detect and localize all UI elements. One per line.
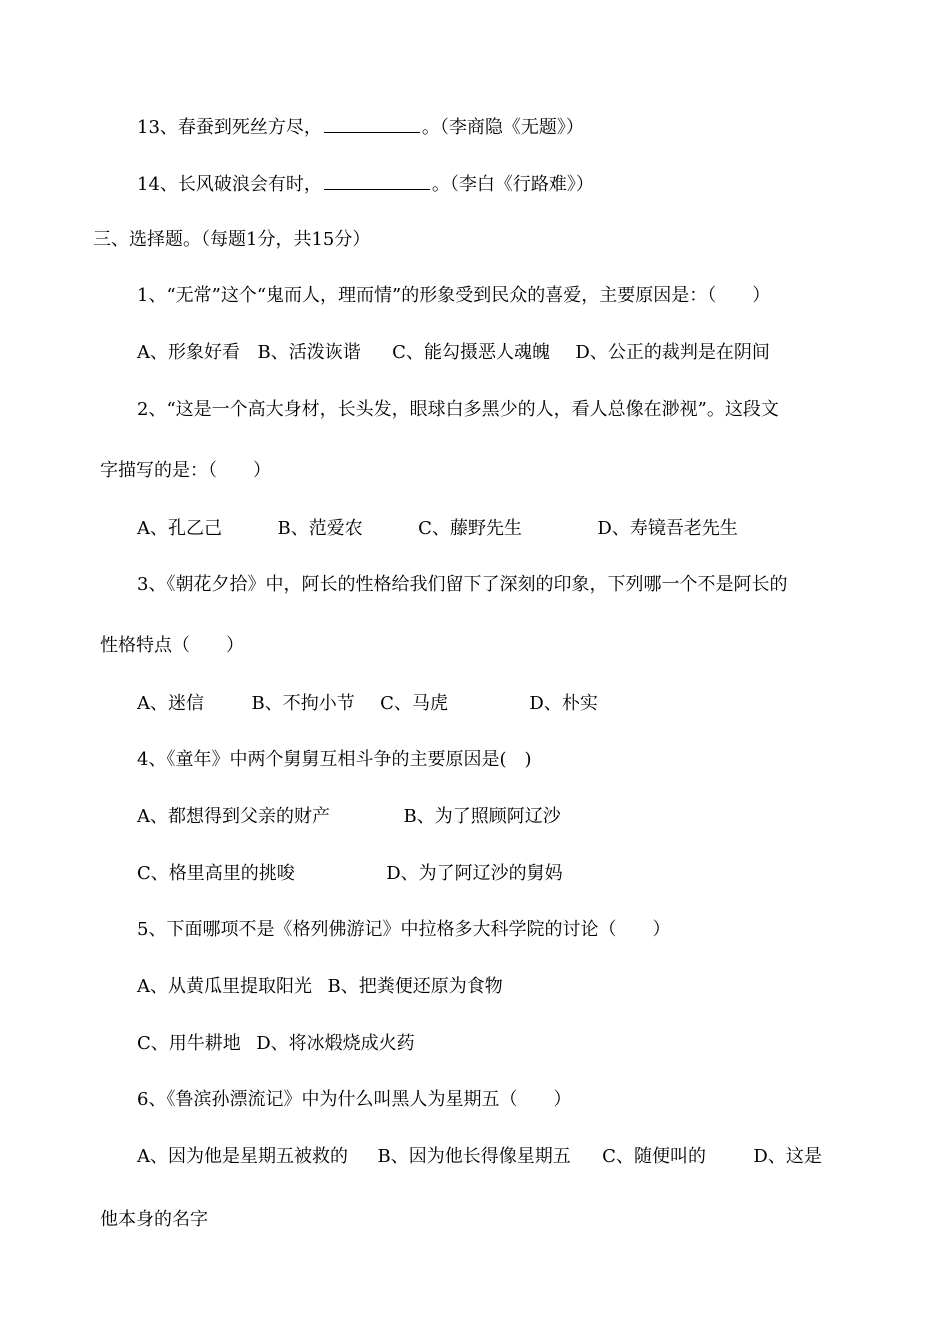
question-4-options-row2 (137, 862, 563, 886)
question-3-options (137, 692, 598, 716)
question-6-stem: 6、《鲁滨孙漂流记》中为什么叫黑人为星期五（ ） (137, 1089, 572, 1110)
question-4-options-row1 (137, 805, 561, 829)
option-d[interactable]: D、这是 (753, 1146, 822, 1167)
question-1-stem: 1、“无常”这个“鬼而人，理而情”的形象受到民众的喜爱，主要原因是：（ ） (137, 285, 771, 306)
option-b[interactable]: B、把粪便还原为食物 (327, 976, 503, 997)
option-d[interactable]: D、朴实 (529, 693, 598, 714)
option-b[interactable]: B、活泼诙谐 (257, 342, 361, 363)
question-5-options-row2 (137, 1032, 415, 1056)
option-a[interactable]: A、从黄瓜里提取阳光 (137, 976, 312, 997)
option-c[interactable]: C、马虎 (380, 693, 448, 714)
question-6-options (137, 1145, 822, 1169)
question-5-options-row1 (137, 975, 503, 999)
option-d[interactable]: D、将冰煅烧成火药 (256, 1033, 415, 1054)
option-b[interactable]: B、不拘小节 (251, 693, 355, 714)
question-3-stem-line2: 性格特点（ ） (100, 635, 244, 656)
option-c[interactable]: C、藤野先生 (418, 518, 522, 539)
fill-in-14-after: 。（李白《行路难》） (431, 174, 594, 195)
question-6-option-d-continuation: 他本身的名字 (100, 1209, 208, 1230)
option-a[interactable]: A、因为他是星期五被救的 (137, 1146, 348, 1167)
question-2-stem-line1: 2、“这是一个高大身材，长头发，眼球白多黑少的人，看人总像在渺视”。这段文 (137, 399, 779, 420)
fill-in-14-blank[interactable] (324, 171, 430, 190)
fill-in-13-before: 13、春蚕到死丝方尽， (137, 117, 322, 138)
option-d[interactable]: D、公正的裁判是在阴间 (575, 342, 770, 363)
question-4-stem: 4、《童年》中两个舅舅互相斗争的主要原因是( ) (137, 749, 532, 770)
question-5-stem: 5、下面哪项不是《格列佛游记》中拉格多大科学院的讨论（ ） (137, 919, 671, 940)
fill-in-13 (137, 114, 584, 140)
option-c[interactable]: C、能勾摄恶人魂魄 (392, 342, 550, 363)
option-c[interactable]: C、随便叫的 (602, 1146, 706, 1167)
option-c[interactable]: C、用牛耕地 (137, 1033, 241, 1054)
section-title: 三、选择题。（每题1分，共15分） (93, 229, 371, 250)
fill-in-14 (137, 171, 594, 197)
fill-in-13-after: 。（李商隐《无题》） (421, 117, 584, 138)
option-b[interactable]: B、范爱农 (277, 518, 363, 539)
option-b[interactable]: B、因为他长得像星期五 (377, 1146, 571, 1167)
question-2-stem-line2: 字描写的是：（ ） (100, 460, 271, 481)
question-1-options (137, 341, 770, 365)
fill-in-14-before: 14、长风破浪会有时， (137, 174, 322, 195)
option-a[interactable]: A、迷信 (137, 693, 204, 714)
option-d[interactable]: D、寿镜吾老先生 (597, 518, 738, 539)
option-b[interactable]: B、为了照顾阿辽沙 (403, 806, 561, 827)
option-c[interactable]: C、格里高里的挑唆 (137, 863, 295, 884)
option-a[interactable]: A、孔乙己 (137, 518, 222, 539)
option-a[interactable]: A、形象好看 (137, 342, 240, 363)
question-2-options (137, 517, 738, 541)
question-3-stem-line1: 3、《朝花夕拾》中，阿长的性格给我们留下了深刻的印象，下列哪一个不是阿长的 (137, 574, 788, 595)
fill-in-13-blank[interactable] (324, 114, 420, 133)
option-a[interactable]: A、都想得到父亲的财产 (137, 806, 330, 827)
option-d[interactable]: D、为了阿辽沙的舅妈 (386, 863, 563, 884)
